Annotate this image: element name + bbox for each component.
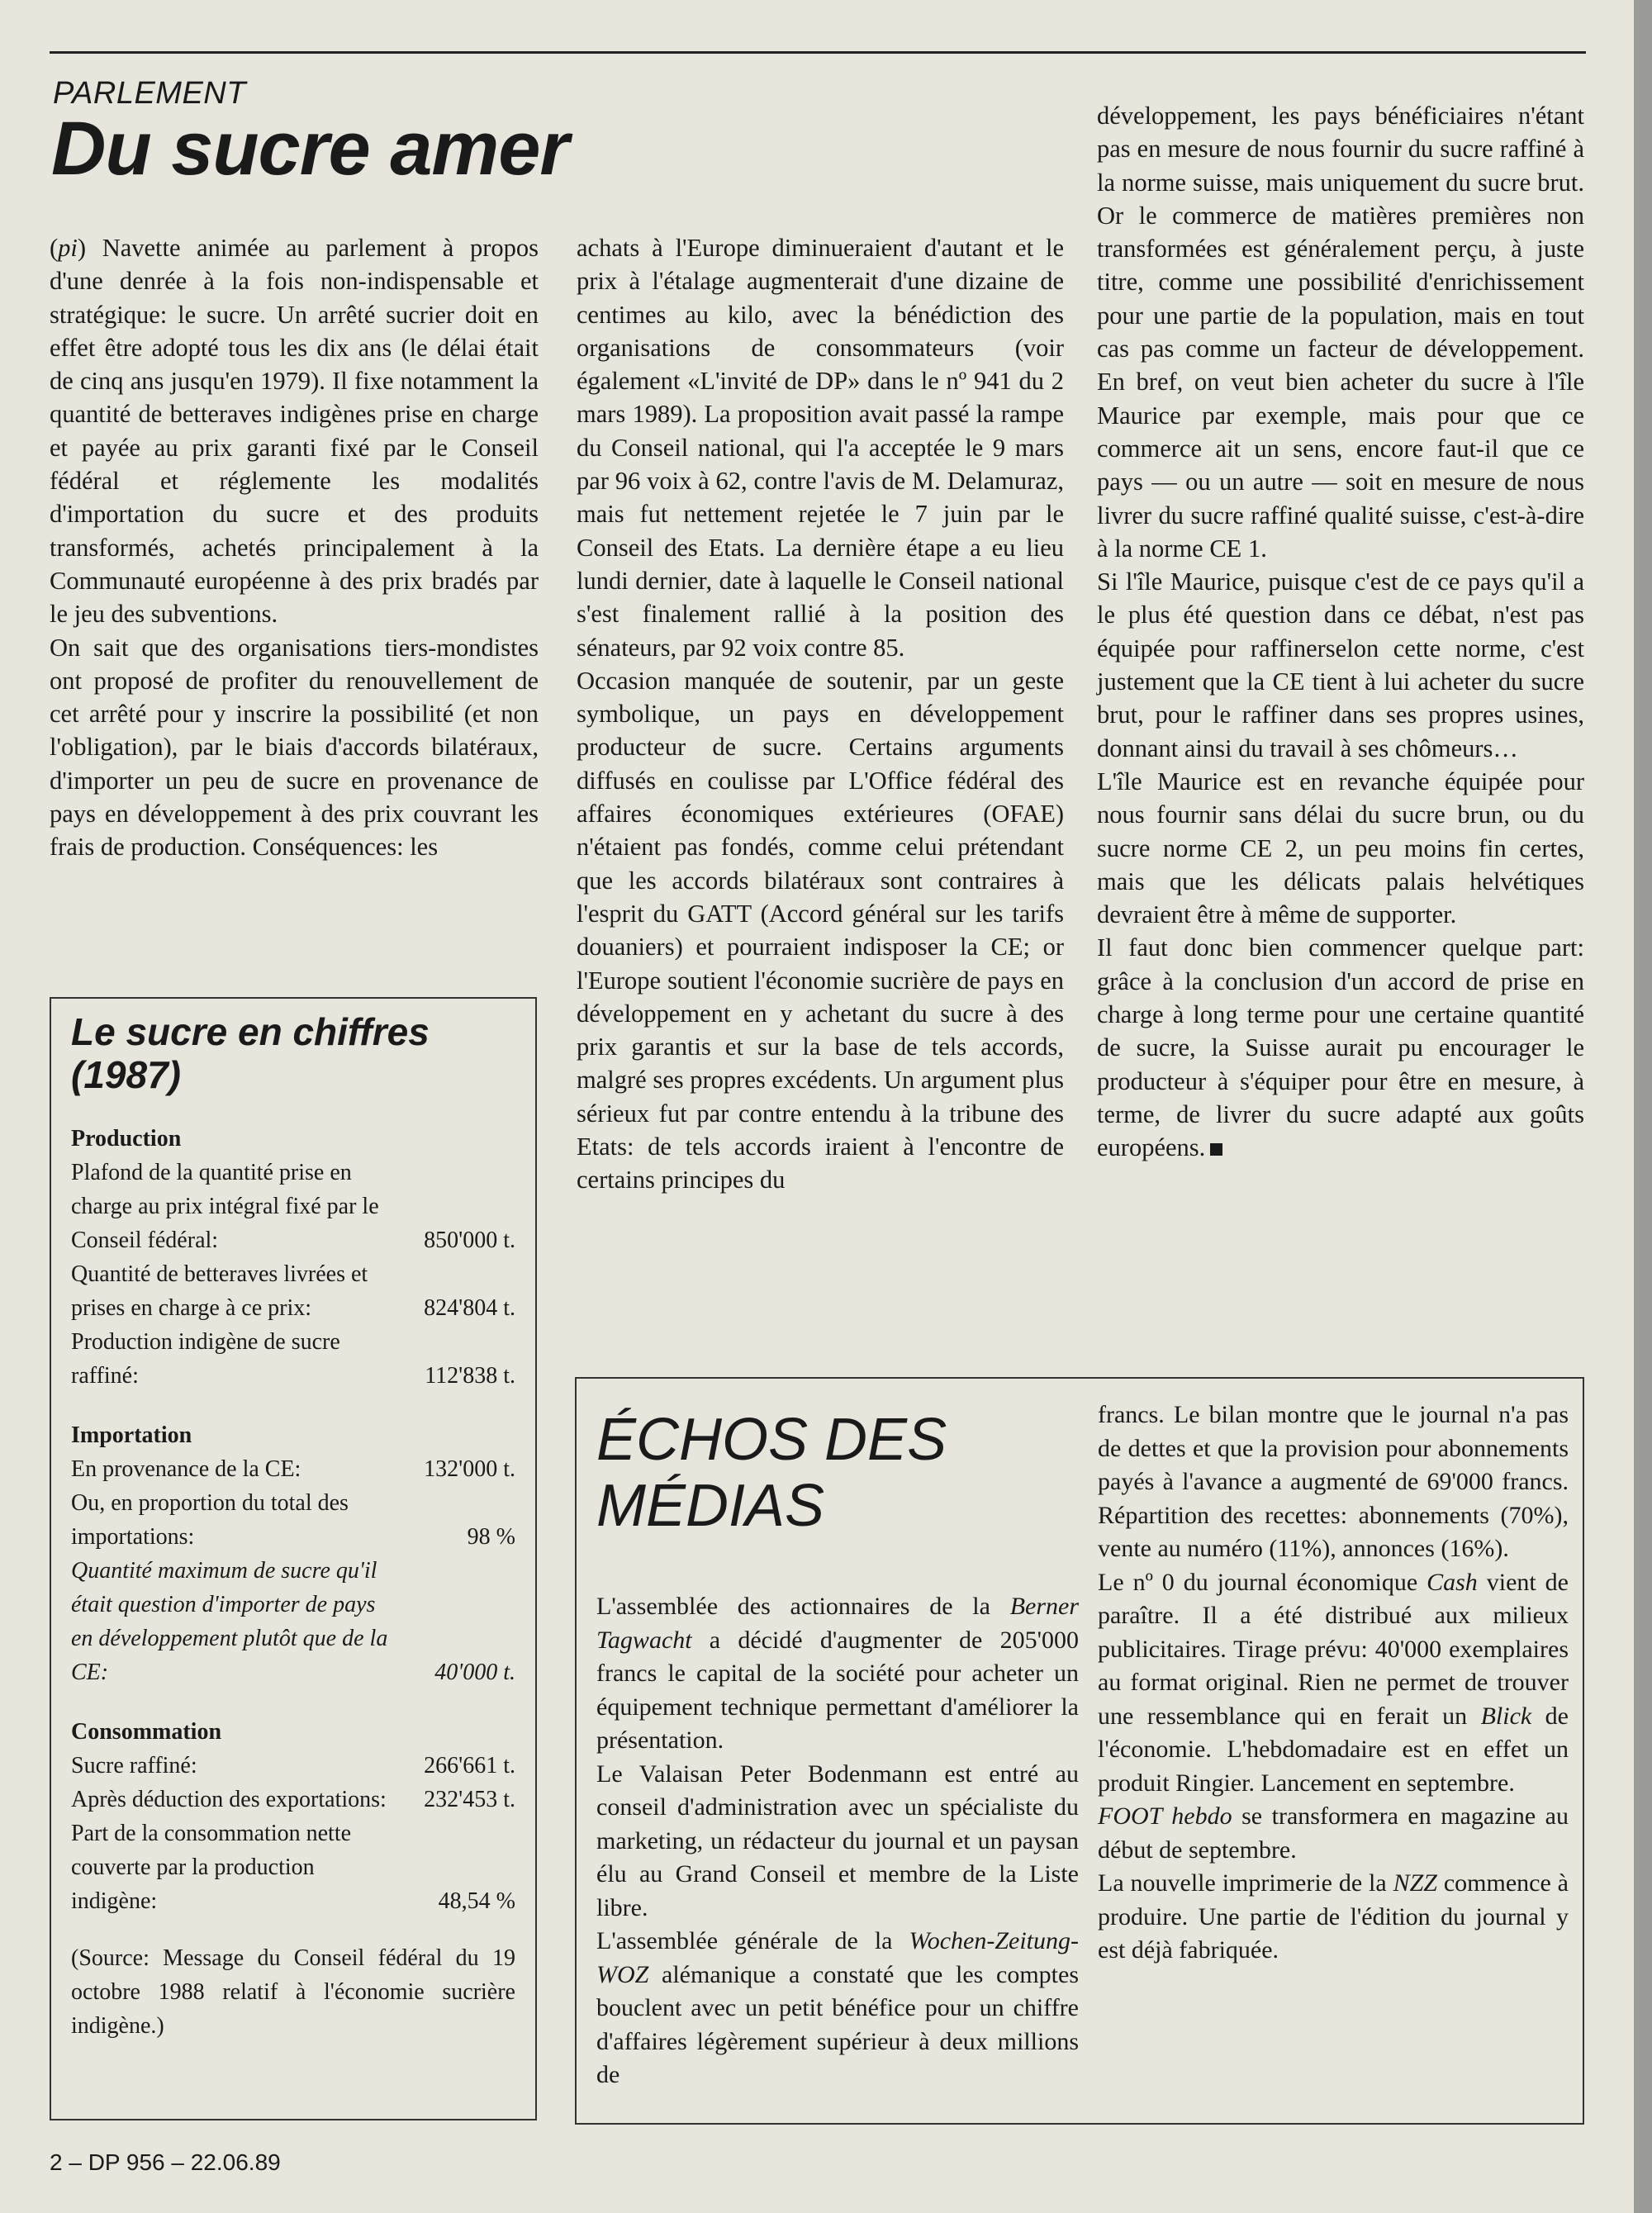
- echoes-column-1: [596, 1590, 1079, 2092]
- article-column-2: [577, 231, 1064, 1197]
- echoes-paragraph: Le nº 0 du journal économique Cash vient de paraître. Il a été distribué aux milieux publicitaires. Tirage prévu: 40'000 exemplaires au format original. Rien ne permet de trouver une ressemblance qui en ferait un Blick de l'économie. L'hebdomadaire est en effet un produit Ringier. Lancement en septembre.: [1098, 1568, 1569, 1797]
- echoes-title: ÉCHOS DES MÉDIAS: [596, 1407, 947, 1539]
- figure-row: Ou, en proportion du total des importations: 98 %: [71, 1490, 515, 1550]
- figure-row: Quantité de betteraves livrées et prises en charge à ce prix: 824'804 t.: [71, 1261, 515, 1321]
- echoes-paragraph: francs. Le bilan montre que le journal n'a pas de dettes et que la provision pour abonnements payés à l'avance a augmenté de 69'000 francs. Répartition des recettes: abonnements (70%), vente au numéro (11%), annonces (16%).: [1098, 1401, 1569, 1562]
- article-paragraph: développement, les pays bénéficiaires n'étant pas en mesure de nous fournir du sucre raffiné à la norme suisse, mais uniquement du sucre brut. Or le commerce de matières premières non transformées est généralement perçu, à juste titre, comme une possibilité d'enrichissement pour une partie de la population, mais en tout cas pas comme un facteur de développement. En bref, on veut bien acheter du sucre à l'île Maurice par exemple, mais pour que ce commerce ait un sens, encore faut-il que ce pays — ou un autre — soit en mesure de nous livrer du sucre raffiné qualité suisse, c'est-à-dire à la norme CE 1.: [1097, 102, 1584, 563]
- figure-row: Après déduction des exportations: 232'453 t.: [71, 1787, 515, 1812]
- section-title: Importation: [71, 1422, 192, 1448]
- article-paragraph: Il faut donc bien commencer quelque part: grâce à la conclusion d'un accord de prise en charge à long terme pour une certaine quantité de sucre, la Suisse aurait pu encourager le producteur à s'équiper pour être en mesure, à terme, de livrer du sucre adapté aux goûts européens.: [1097, 933, 1584, 1162]
- article-headline: Du sucre amer: [51, 107, 569, 191]
- top-rule: [50, 51, 1586, 54]
- article-paragraph: On sait que des organisations tiers-mondistes ont proposé de profiter du renouvellement de cet arrêté pour y inscrire la possibilité (et non l'obligation), par le biais d'accords bilatéraux, d'importer un peu de sucre en provenance de pays en développement à des prix couvrant les frais de production. Conséquences: les: [50, 633, 539, 862]
- article-paragraph: (pi) Navette animée au parlement à propos d'une denrée à la fois non-indispensable et stratégique: le sucre. Un arrêté sucrier doit en effet être adopté tous les dix ans (le délai était de cinq ans jusqu'en 1979). Il fixe notamment la quantité de betteraves indigènes prise en charge et payée au prix garanti fixé par le Conseil fédéral et réglemente les modalités d'importation du sucre et des produits transformés, achetés principalement à la Communauté européenne à des prix bradés par le jeu des subventions.: [50, 234, 539, 629]
- page-edge: [1634, 0, 1652, 2213]
- consommation-section: [71, 1716, 515, 1918]
- article-column-1: [50, 231, 539, 864]
- production-section: [71, 1123, 515, 1393]
- article-paragraph: Occasion manquée de soutenir, par un geste symbolique, un pays en développement producteur de sucre. Certains arguments diffusés en coulisse par L'Office fédéral des affaires économiques extérieures (OFAE) n'étaient pas fondés, comme celui prétendant que les accords bilatéraux sont contraires à l'esprit du GATT (Accord général sur les tarifs douaniers) et pourraient indisposer la CE; or l'Europe soutient l'économie sucrière de pays en développement en y achetant du sucre à des prix garantis et sur la base de tels accords, malgré ses propres excédents. Un argument plus sérieux fut par contre entendu à la tribune des Etats: de tels accords iraient à l'encontre de certains principes du: [577, 666, 1064, 1194]
- author-initials: pi: [58, 234, 78, 262]
- figure-row: Plafond de la quantité prise en charge au prix intégral fixé par le Conseil fédéral: 850'000 t.: [71, 1160, 515, 1253]
- figure-row: En provenance de la CE: 132'000 t.: [71, 1456, 515, 1482]
- echoes-paragraph: Le Valaisan Peter Bodenmann est entré au conseil d'administration avec un spécialiste du marketing, un rédacteur du journal et un paysan élu au Grand Conseil et membre de la Liste libre.: [596, 1759, 1079, 1921]
- figure-row: Sucre raffiné: 266'661 t.: [71, 1753, 515, 1778]
- figure-row: Production indigène de sucre raffiné: 112'838 t.: [71, 1329, 515, 1389]
- section-title: Production: [71, 1126, 182, 1152]
- end-mark: [1210, 1143, 1222, 1156]
- figure-row: Part de la consommation nette couverte par la production indigène: 48,54 %: [71, 1821, 515, 1914]
- importation-section: [71, 1419, 515, 1689]
- article-paragraph: achats à l'Europe diminueraient d'autant et le prix à l'étalage augmenterait d'une dizaine de centimes au kilo, avec la bénédiction des organisations de consommateurs (voir également «L'invité de DP» dans le nº 941 du 2 mars 1989). La proposition avait passé la rampe du Conseil national, qui l'a acceptée le 9 mars par 96 voix à 62, contre l'avis de M. Delamuraz, mais fut nettement rejetée le 7 juin par le Conseil des Etats. La dernière étape a eu lieu lundi dernier, date à laquelle le Conseil national s'est finalement rallié à la position des sénateurs, par 92 voix contre 85.: [577, 234, 1064, 662]
- figure-row: Quantité maximum de sucre qu'il était question d'importer de pays en développement plutôt que de la CE: 40'000 t.: [71, 1558, 515, 1685]
- sidebar-title: Le sucre en chiffres (1987): [71, 1010, 430, 1096]
- section-title: Consommation: [71, 1719, 222, 1745]
- echoes-paragraph: L'assemblée générale de la Wochen-Zeitung-WOZ alémanique a constaté que les comptes bouclent avec un petit bénéfice pour un chiffre d'affaires légèrement supérieur à deux millions de: [596, 1927, 1079, 2088]
- sugar-figures-sidebar: [50, 997, 537, 2120]
- article-paragraph: L'île Maurice est en revanche équipée pour nous fournir sans délai du sucre brun, ou du sucre norme CE 2, un peu moins fin certes, mais que les délicats palais helvétiques devraient être à même de supporter.: [1097, 767, 1584, 929]
- echoes-paragraph: FOOT hebdo se transformera en magazine au début de septembre.: [1098, 1802, 1569, 1864]
- page-footer: 2 – DP 956 – 22.06.89: [50, 2149, 281, 2175]
- media-echoes-box: [575, 1377, 1584, 2125]
- article-column-3: [1097, 99, 1584, 1165]
- echoes-paragraph: L'assemblée des actionnaires de la Berner Tagwacht a décidé d'augmenter de 205'000 francs le capital de la société pour acheter un équipement technique permettant d'améliorer la présentation.: [596, 1593, 1079, 1754]
- article-paragraph: Si l'île Maurice, puisque c'est de ce pays qu'il a le plus été question dans ce débat, n'est pas équipée pour raffinerselon cette norme, c'est justement que la CE tient à lui acheter du sucre brut, pour le raffiner dans ses propres usines, donnant ainsi du travail à ses chômeurs…: [1097, 567, 1584, 762]
- echoes-paragraph: La nouvelle imprimerie de la NZZ commence à produire. Une partie de l'édition du journal y est déjà fabriquée.: [1098, 1869, 1569, 1964]
- sidebar-source: (Source: Message du Conseil fédéral du 19 octobre 1988 relatif à l'économie sucrière indigène.): [71, 1945, 515, 2039]
- section-rubric: PARLEMENT: [53, 76, 246, 111]
- echoes-column-2: [1098, 1399, 1569, 1968]
